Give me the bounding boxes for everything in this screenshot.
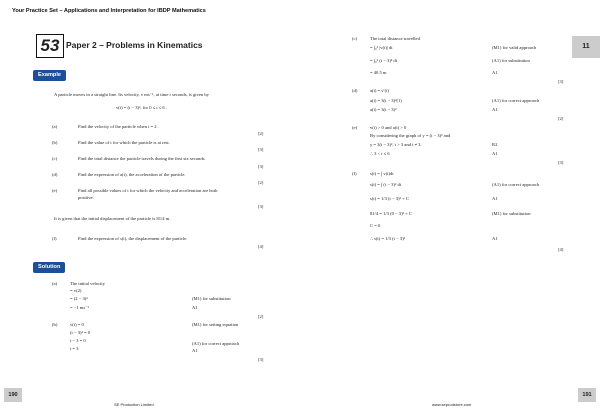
velocity-formula: v(t) = (t − 3)², for 0 ≤ t ≤ 6 . xyxy=(116,105,168,110)
sol-b-line-3: t − 3 = 0 xyxy=(70,338,86,343)
q-c-label: (c) xyxy=(52,156,58,161)
sol-a-note-1: (M1) for substitution xyxy=(192,296,231,301)
sol-f-line-5: C = 0 xyxy=(370,223,381,228)
sol-c-line-1: The total distance travelled xyxy=(370,36,420,41)
q-f-marks: [4] xyxy=(258,244,264,249)
q-b-label: (b) xyxy=(52,140,58,145)
example-tab: Example xyxy=(33,70,66,81)
sol-b-line-1: v(t) = 0 xyxy=(70,322,84,327)
sol-c-label: (c) xyxy=(352,36,358,41)
q-e-label: (e) xyxy=(52,188,58,193)
sol-a-marks: [2] xyxy=(258,314,264,319)
initial-displacement-note: It is given that the initial displacement of the particle is 81/4 m. xyxy=(54,216,171,221)
sol-d-marks: [2] xyxy=(558,116,564,121)
sol-e-line-4: ∴ 3 < t ≤ 6 xyxy=(370,151,390,156)
q-b-text: Find the value of t for which the particle is at rest. xyxy=(78,140,170,145)
sol-d-label: (d) xyxy=(352,88,358,93)
sol-b-line-2: (t − 3)² = 0 xyxy=(70,330,91,335)
q-f-text: Find the expression of s(t), the displacement of the particle. xyxy=(78,236,188,241)
sol-d-note-2: A1 xyxy=(492,107,498,112)
right-page xyxy=(300,0,600,420)
sol-c-marks: [3] xyxy=(558,79,564,84)
page-number-right: 191 xyxy=(578,388,596,402)
sol-c-note-1: (M1) for valid approach xyxy=(492,45,537,50)
sol-f-note-3: (M1) for substitution xyxy=(492,211,531,216)
q-e-text-2: positive. xyxy=(78,195,94,200)
chapter-number: 53 xyxy=(36,34,64,58)
q-d-label: (d) xyxy=(52,172,58,177)
q-c-text: Find the total distance the particle travels during the first six seconds. xyxy=(78,156,206,161)
q-c-marks: [3] xyxy=(258,164,264,169)
solution-tab: Solution xyxy=(33,262,65,273)
sol-b-marks: [3] xyxy=(258,357,264,362)
chapter-title: Paper 2 – Problems in Kinematics xyxy=(66,40,203,50)
q-a-label: (a) xyxy=(52,124,58,129)
sol-e-note-1: R2 xyxy=(492,142,498,147)
publisher-name: SE Production Limited xyxy=(114,402,154,407)
sol-f-note-2: A1 xyxy=(492,196,498,201)
q-b-marks: [3] xyxy=(258,147,264,152)
q-e-text: Find all possible values of t for which the velocity and acceleration are both xyxy=(78,188,218,193)
sol-f-line-3: s(t) = 1/3 (t − 3)³ + C xyxy=(370,196,409,201)
sol-e-line-3: y = 3(t − 3)², t > 3 and t ≠ 3. xyxy=(370,142,422,147)
sol-c-note-3: A1 xyxy=(492,70,498,75)
sol-c-line-2: = ∫₀⁶ |v(t)| dt xyxy=(370,45,393,50)
sol-d-line-2: a(t) = 3(t − 3)²(1) xyxy=(370,98,402,103)
sol-c-note-2: (A1) for substitution xyxy=(492,58,530,63)
sol-f-marks: [4] xyxy=(558,247,564,252)
sol-f-label: (f) xyxy=(352,171,357,176)
chapter-side-tab: 11 xyxy=(572,36,600,58)
sol-b-line-4: t = 3 xyxy=(70,346,79,351)
sol-d-line-1: a(t) = v′(t) xyxy=(370,88,389,93)
sol-e-label: (e) xyxy=(352,125,358,130)
example-intro: A particle moves in a straight line. Its velocity, v ms⁻¹, at time t seconds, is given by xyxy=(54,92,209,97)
q-e-marks: [3] xyxy=(258,204,264,209)
sol-f-note-1: (A1) for correct approach xyxy=(492,182,540,187)
sol-d-line-3: a(t) = 3(t − 3)² xyxy=(370,107,397,112)
sol-c-line-3: = ∫₀⁶ (t − 3)² dt xyxy=(370,58,397,63)
sol-b-note-3: A1 xyxy=(192,348,198,353)
sol-f-line-1: s(t) = ∫ v(t)dt xyxy=(370,171,394,176)
sol-f-line-6: ∴ s(t) = 1/3 (t − 3)³ xyxy=(370,236,405,241)
q-a-marks: [2] xyxy=(258,131,264,136)
sol-a-line-1: The initial velocity xyxy=(70,281,105,286)
sol-e-line-1: v(t) > 0 and a(t) > 0 xyxy=(370,125,407,130)
sol-a-label: (a) xyxy=(52,281,58,286)
sol-f-line-2: s(t) = ∫ (t − 3)² dt xyxy=(370,182,402,187)
sol-f-line-4: 81/4 = 1/3 (0 − 3)³ + C xyxy=(370,211,412,216)
sol-e-note-2: A1 xyxy=(492,151,498,156)
page-number-left: 190 xyxy=(4,388,22,402)
sol-b-note-2: (A1) for correct approach xyxy=(192,341,240,346)
sol-a-line-2: = v(2) xyxy=(70,288,82,293)
sol-f-note-4: A1 xyxy=(492,236,498,241)
sol-d-note-1: (A1) for correct approach xyxy=(492,98,540,103)
sol-e-line-2: By considering the graph of y = (t − 3)² and xyxy=(370,133,451,138)
book-title: Your Practice Set – Applications and Interpretation for IBDP Mathematics xyxy=(12,8,206,14)
sol-a-line-4: = −1 ms⁻¹ xyxy=(70,305,89,310)
website: www.seprodstore.com xyxy=(432,402,472,407)
q-a-text: Find the velocity of the particle when t = 2 . xyxy=(78,124,159,129)
sol-e-marks: [3] xyxy=(558,160,564,165)
sol-c-line-4: = 40.5 m xyxy=(370,70,387,75)
q-d-marks: [2] xyxy=(258,180,264,185)
q-d-text: Find the expression of a(t), the acceleration of the particle. xyxy=(78,172,186,177)
sol-b-note-1: (M1) for setting equation xyxy=(192,322,239,327)
q-f-label: (f) xyxy=(52,236,57,241)
sol-b-label: (b) xyxy=(52,322,58,327)
sol-a-line-3: = (2 − 3)² xyxy=(70,296,88,301)
sol-a-note-2: A1 xyxy=(192,305,198,310)
